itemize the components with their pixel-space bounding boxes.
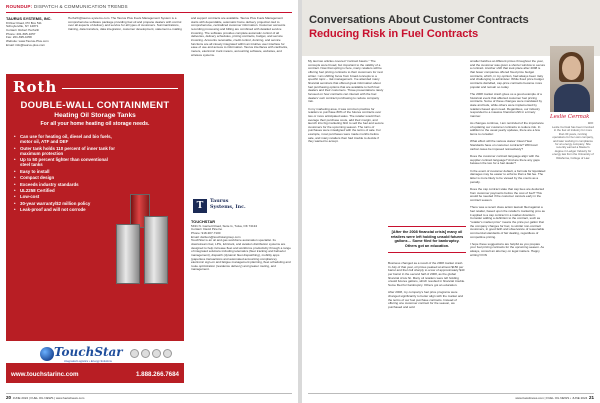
taurus-logo-text: Taurus Systems, Inc. <box>210 198 246 210</box>
author-photo-body <box>554 84 590 112</box>
cert-badge-icon <box>163 349 172 358</box>
touchstar-desc: TouchStar is an oil and gas workforce automation specialist. Its downstream fuel, LPG, lubricant, and aviation distribution systems are designed to help increase fleet and workforce productivity through a range of integrated solutions including telematics (fleet tracking and behavior management), dispatch (dynamic fleet dispatching), mobility apps (paperless transactions and automated accounting compliance), electronic sign-on and fatigue management planning, fleet scheduling and route optimization (residence delivery) and greater routing, and management. <box>191 238 291 272</box>
touchstar-email[interactable]: Email: dwilson@touchstargroup.com <box>191 234 241 239</box>
taurus-desc-col3: and support contracts are available. Taurus Plus Fuels Management starts with dependable, automatic home delivery projection tied to comprehensive, centralized customer information. Customer accounts recording processing and billing are combined with detailed service invoicing. The software provides complete automatic control of all deliveries, delivery schedules, pricing contracts, budget, and service invoicing. Accounts receivable, credit control, dunning, and service functions are all closely integrated within an intuitive user interface for ease of use and access to information. Taurus interfaces with cardlocks, meters, electronic truck meters, accounting software, websites, and wireless systems. <box>191 17 288 57</box>
ad-phone: 1.888.266.7684 <box>135 371 179 378</box>
ad-feature: • Can use for heating oil, diesel and bio fuels, motor oil, ATF and DEF <box>14 134 116 144</box>
article-col-2-top <box>388 60 466 222</box>
taurus-contact: Contact: Robert Herfurth <box>6 27 40 32</box>
right-footer-date: FUEL OIL NEWS • JUNE 2024 <box>546 396 588 400</box>
article-col-2-bottom: Business changed as a result of the 2008 market crash. In July of that year, oil prices peaked at almost $150 per barrel and then fell sharply to a low of approximately $40 per barrel in the second half of 2008, as the global financial crisis hit. Many oil retailers were left holding unsold futures gallons, which resulted in financial trouble. Some filed for bankruptcy. Others got an education. After 2008, my company's fuel price programs were changed significantly to better align with the market and the terms of our fuel purchase contracts. Instead of offering one customer contract for the season, we purchased and sold <box>388 262 466 309</box>
touchstar-listing <box>191 220 291 375</box>
left-footer: 20 JUNE 2024 | FUEL OIL NEWS | www.fueloilnews.com <box>6 393 292 401</box>
taurus-company-name: TAURUS SYSTEMS, INC. <box>6 16 52 21</box>
author-bio-tag: BIO <box>588 121 594 125</box>
ad-feature: • Up to 50 percent lighter than conventional steel tanks <box>14 157 116 167</box>
touchstar-address: 5431 N. Garnett Road, Suite G, Tulsa, OK 74134 <box>191 223 258 228</box>
touchstar-contact: Contact: David Picerno <box>191 227 223 232</box>
taurus-address-2: Schuylerville, NY 12871 <box>6 24 39 29</box>
roth-advertisement[interactable] <box>6 74 184 383</box>
cert-badge-icon <box>130 349 139 358</box>
right-page-number: 21 <box>588 395 594 400</box>
cert-badge-icon <box>141 349 150 358</box>
right-footer: www.fueloilnews.com | FUEL OIL NEWS • JUNE 2024 21 <box>308 393 594 401</box>
ad-url[interactable]: www.touchstarinc.com <box>11 371 79 378</box>
article-col-1: My last two articles covered "contract basics." The concepts were broad, but important to the validity of a contract. Now that spring is here, many retailers will be offering fuel pricing contracts to their customers for next winter. I am shifting focus from broad concepts to a specific topic – risk management. I've attended many financial seminars that offered great information about fuel purchasing options that are available to both fuel dealers and their customers. Those presentations rarely focused on how contracts can interact with the fuel dealers' own contract purchasing to reduce company risk. In my marketing area, it was common practice for retailers to purchase 80% of the futures contracts over two or more anticipated sales. The retailer would then average their purchase costs, add their margin, and launch into big marketing blitz to sell the fuel and secure customers for the upcoming season. The turns of purchases were misaligned with the terms of sale. For example, most purchases were made months before sale, and many retailers then had trouble to decide if they wanted to accept. <box>308 60 384 144</box>
taurus-fax: Fax: 201-695-1058 <box>6 35 32 40</box>
roth-logo-rule <box>62 88 178 89</box>
ad-feature: • 30-year warranty/$2 million policy <box>14 201 116 206</box>
tank-image-right <box>144 216 168 284</box>
author-name: Leslie Cermak <box>550 114 590 120</box>
author-bio: Leslie Cermak has been involved in the fuel oil industry for more than 30 years, running operations for her own company, and later working in compliance for an energy company. She recently earned a Master's degree in Ledger Industry for energy law from the University of Oklahoma, College of Law. <box>552 125 594 160</box>
author-photo-face <box>562 56 581 80</box>
cert-badge-icon <box>152 349 161 358</box>
right-footer-url[interactable]: www.fueloilnews.com <box>515 396 544 400</box>
certification-logos <box>130 345 180 357</box>
article-subtitle: Reducing Risk in Fuel Contracts <box>309 28 479 40</box>
article-title: Conversations About Customer Contracts <box>309 14 529 26</box>
touchstar-logo-mark <box>40 347 54 361</box>
touchstar-logo-text: TouchStar <box>54 345 123 359</box>
author-photo <box>550 46 594 112</box>
taurus-website[interactable]: Website: www.Taurus-Plus.com <box>6 38 49 43</box>
touchstar-logo-sub: Integrated Logistics • Energy Solutions <box>64 359 112 363</box>
roth-logo: Roth <box>13 78 58 96</box>
left-page-number: 20 <box>6 395 12 400</box>
section-header: ROUNDUP: DISPATCH & COMMUNICATION TRENDS <box>6 4 292 13</box>
ad-feature: • Compact design <box>14 175 116 180</box>
touchstar-phone: Phone: 918-307-7100 <box>191 230 221 235</box>
taurus-logo-mark: T <box>193 199 207 213</box>
ad-feature: • UL2258 Certified <box>14 188 116 193</box>
left-page <box>0 0 298 403</box>
left-footer-date: JUNE 2024 <box>12 396 29 400</box>
taurus-desc-col2: Herfurth@taurus-systems.com. The Taurus Plus Fuels Management System is a comprehensive software package providing fuel oil and propane dealers with control over all aspects of delivery and service for all types of customers. Summarizations, training, data transfers, data integration, customer development, statement e-mailing <box>68 17 182 31</box>
article-col-3: smaller batches at different prices throughout the year, and the customer was given a shorter window to secure a contract. Another shift that took place after 2008 is that fewer companies offered fixed price budget contracts, which, in my opinion, had always been risky and challenging to administer. While fixed price budget contracts dwindled, cap-price contracts became more popular and remain so today. The 2008 market crash gives us a good example of a historical event that affected customer fuel pricing contracts. Some of these changes were mandated by state and feds, while others were implemented by retailers based upon need. Regardless, our industry responded to a massive financial shift in a timely manner. As changes continue, I am reminded of the importance of updating our customer contracts to reduce risk. In addition to the usual yearly updates, there are a few items to consider: What effect will the various states' Clean Heat Standards have on customer contracts? Will fossil carbon taxes be imposed retroactively? Does the customer contract language align with the supplier contract language? And are there any gaps between the two for a fuel dealer? In the event of customer default, a formula for liquidated damages may be easier to enforce than a flat fee. The latter is more likely to be viewed by the courts as a penalty. Does the cap contract state that cap fees are deducted from customer payments before the cost of fuel? This would be needed if the customer cancels early in the contract season. There was a recent class action lawsuit filed against a fuel retailer, based upon the retailer's marketing pros as it applied to a cap contract in a market downturn. Consider adding a definition to the contract, such as "retailer's market price" means the price per gallon that the company charges for fuel, to similar non-contract customers, in good faith and observance of reasonable commercial standards of fair dealing, regardless of competitive pricing. I hope these suggestions are helpful as you prepare your fuel pricing contracts for the upcoming season. As always, consult an attorney on legal matters. Happy writing! FON <box>470 60 546 257</box>
taurus-address-1: 8 River Road, PO Box 511 <box>6 20 42 25</box>
ad-subhead: Heating Oil Storage Tanks <box>54 112 136 119</box>
right-page <box>302 0 600 403</box>
ad-feature: • Exceeds industry standards <box>14 182 116 187</box>
ad-feature: • Low-cost <box>14 194 116 199</box>
taurus-listing <box>6 17 66 47</box>
taurus-email[interactable]: Email: info@taurus-plus.com <box>6 42 45 47</box>
ad-feature: • Outer tank holds 110 percent of inner tank for maximum protection <box>14 146 116 156</box>
ad-feature-list <box>14 134 116 214</box>
tank-image-left <box>116 224 140 284</box>
left-footer-pub: FUEL OIL NEWS <box>30 396 54 400</box>
ad-feature: • Easy to install <box>14 169 116 174</box>
ad-feature: • Leak-proof and will not corrode <box>14 207 116 212</box>
touchstar-company-name: TOUCHSTAR <box>191 220 216 224</box>
left-footer-url[interactable]: www.fueloilnews.com <box>55 396 85 400</box>
ad-tagline: For all your home heating oil storage needs. <box>40 121 150 127</box>
taurus-phone: Phone: 201-695-1057 <box>6 31 36 36</box>
ad-headline: DOUBLE-WALL CONTAINMENT <box>20 100 170 111</box>
taurus-logo <box>193 195 257 217</box>
pull-quote: [After the 2008 financial crisis] many oil retailers were left holding unsold futures gallons… Some filed for bankruptcy. Others got an education. <box>388 226 466 253</box>
